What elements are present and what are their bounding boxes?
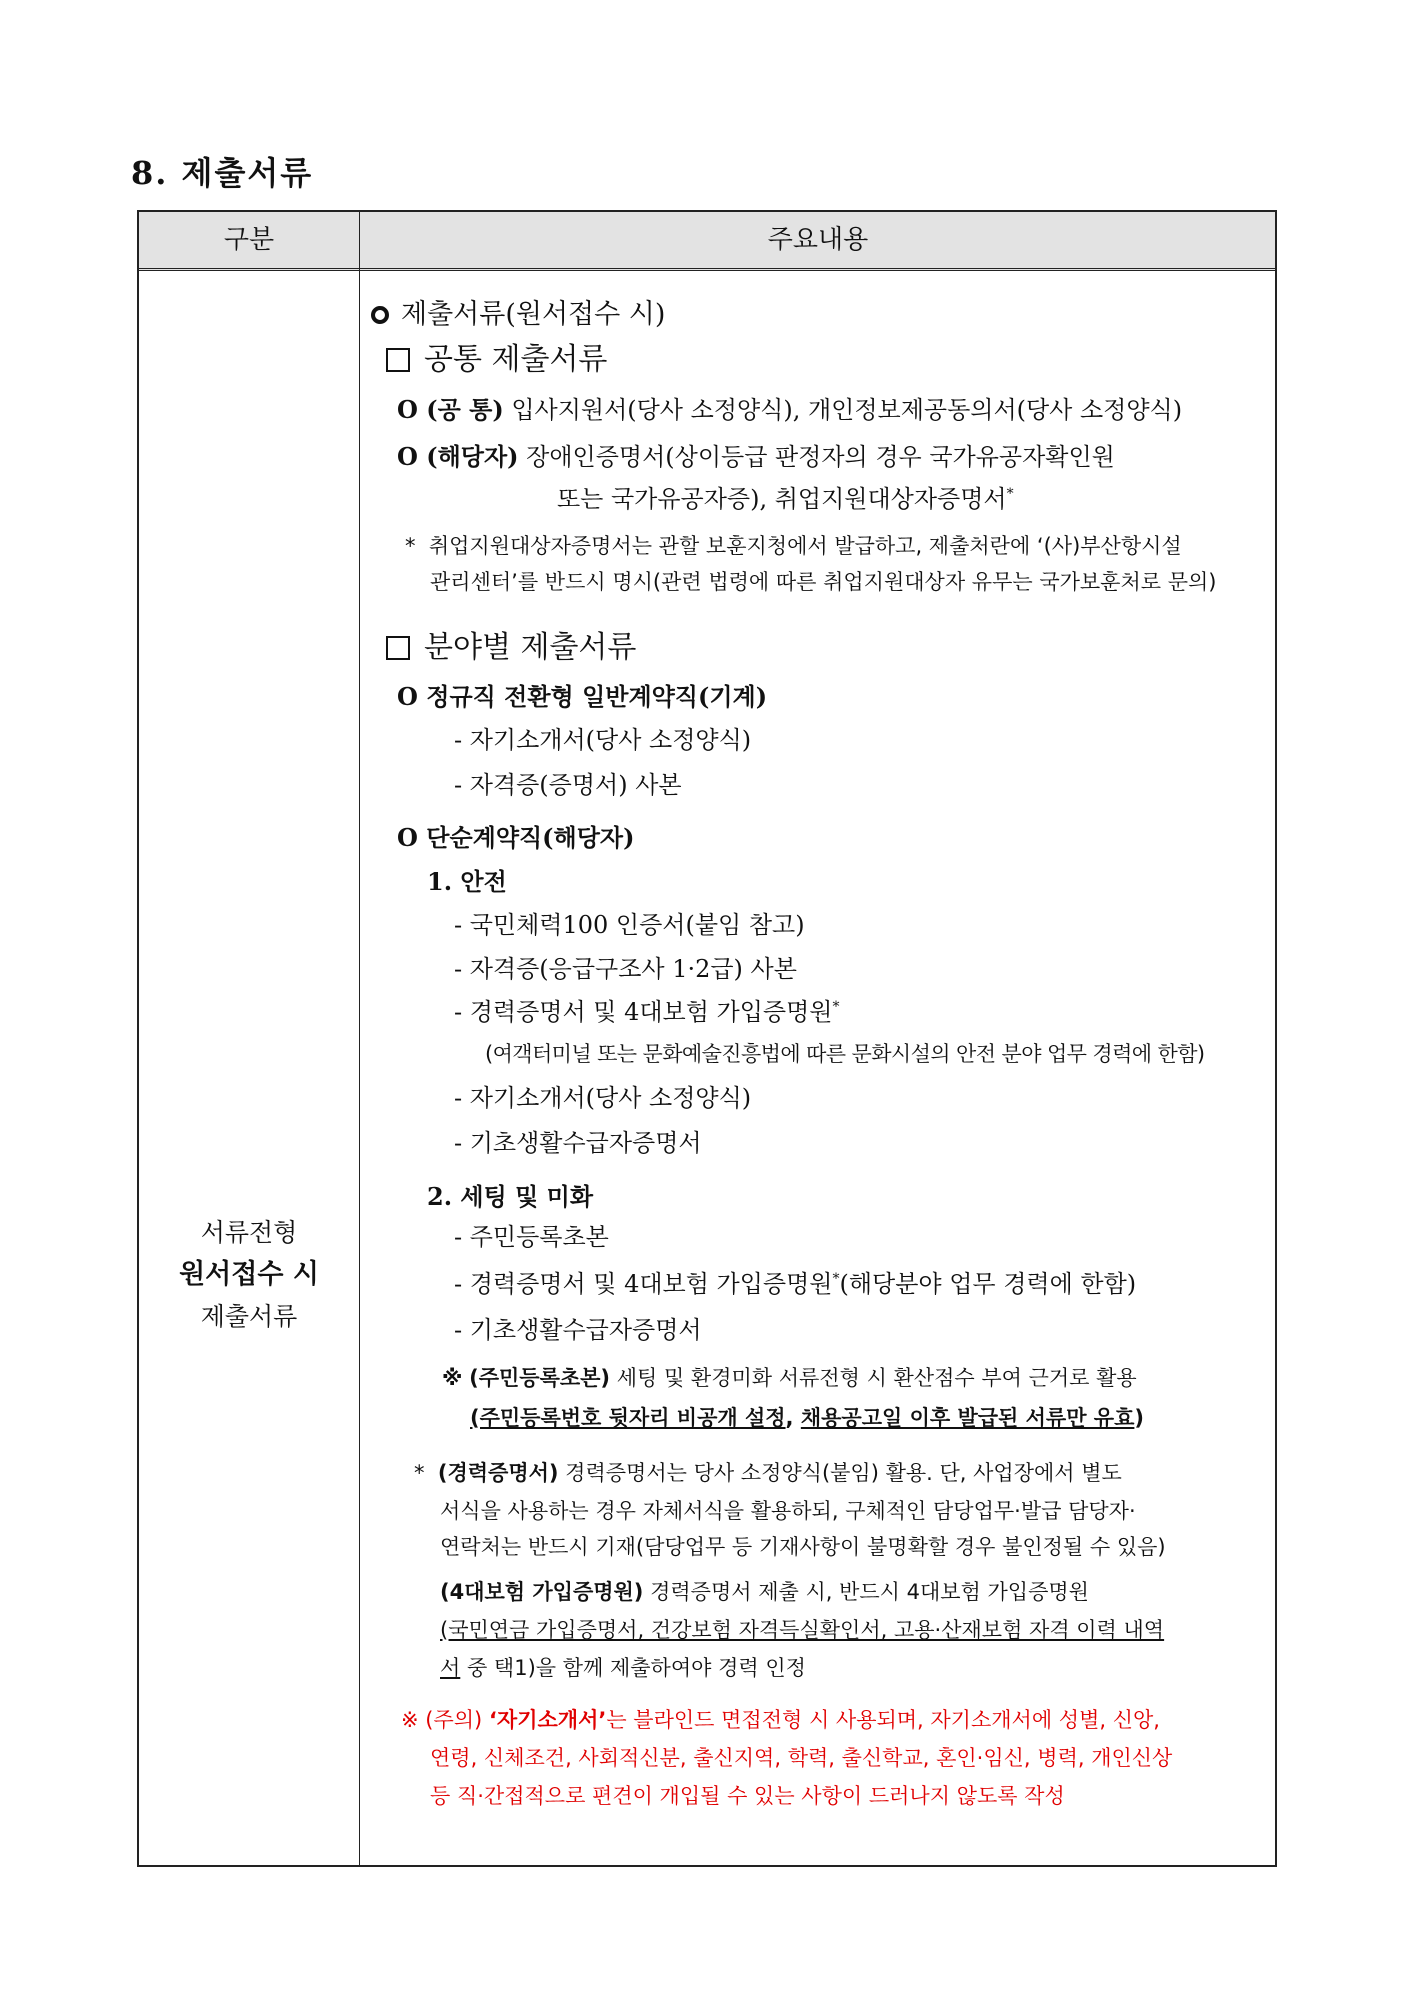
caution-line-2: 연령, 신체조건, 사회적신분, 출신지역, 학력, 출신학교, 혼인·임신, 병력, 개인신상 <box>430 1746 1173 1770</box>
regular-title: O 정규직 전환형 일반계약직(기계) <box>397 682 768 711</box>
simple-title: O 단순계약직(해당자) <box>397 823 635 852</box>
regular-item-1: - 자기소개서(당사 소정양식) <box>454 726 752 754</box>
checkbox-square-icon <box>386 636 410 660</box>
checkbox-square-icon <box>386 348 410 372</box>
table-header-row <box>139 212 1275 271</box>
safety-item-1: - 국민체력100 인증서(붙임 참고) <box>454 911 805 939</box>
setting-title: 2. 세팅 및 미화 <box>427 1182 594 1211</box>
regular-item-2: - 자격증(증명서) 사본 <box>454 771 682 799</box>
column-divider <box>359 212 360 1865</box>
category-line-2: 원서접수 시 <box>179 1259 319 1290</box>
setting-item-1: - 주민등록초본 <box>454 1223 609 1251</box>
common-heading: 공통 제출서류 <box>386 334 607 378</box>
safety-item-3-note: (여객터미널 또는 문화예술진흥법에 따른 문화시설의 안전 분야 업무 경력에 한함) <box>485 1042 1205 1066</box>
common-note-line-1: * 취업지원대상자증명서는 관할 보훈지청에서 발급하고, 제출처란에 ‘(사)부산항시설 <box>405 534 1182 558</box>
career-note-line-3: 연락처는 반드시 기재(담당업무 등 기재사항이 불명확할 경우 불인정될 수 있음) <box>440 1535 1166 1559</box>
common-item-2-cont: 또는 국가유공자증), 취업지원대상자증명서* <box>557 485 1014 513</box>
page-title: 8. 제출서류 <box>131 154 314 192</box>
career-note-line-1: * (경력증명서) 경력증명서는 당사 소정양식(붙임) 활용. 단, 사업장에서 별도 <box>414 1461 1122 1485</box>
safety-item-2: - 자격증(응급구조사 1·2급) 사본 <box>454 955 797 983</box>
category-line-1: 서류전형 <box>200 1218 298 1247</box>
caution-line-3: 등 직·간접적으로 편견이 개입될 수 있는 사항이 드러나지 않도록 작성 <box>430 1784 1065 1808</box>
safety-item-3: - 경력증명서 및 4대보험 가입증명원* <box>454 998 840 1026</box>
insurance-note-line-2: (국민연금 가입증명서, 건강보험 자격득실확인서, 고용·산재보험 자격 이력 내역 <box>440 1618 1165 1642</box>
caution-line-1: ※ (주의) ‘자기소개서’는 블라인드 면접전형 시 사용되며, 자기소개서에 성별, 신앙, <box>401 1708 1160 1732</box>
safety-title: 1. 안전 <box>427 867 507 896</box>
setting-item-2: - 경력증명서 및 4대보험 가입증명원*(해당분야 업무 경력에 한함) <box>454 1270 1137 1298</box>
field-heading: 분야별 제출서류 <box>386 622 636 666</box>
category-cell <box>139 1212 359 1338</box>
category-line-3: 제출서류 <box>200 1302 298 1331</box>
resident-note-detail: (주민등록번호 뒷자리 비공개 설정, 채용공고일 이후 발급된 서류만 유효) <box>470 1406 1144 1430</box>
section-heading: 제출서류(원서접수 시) <box>371 292 665 331</box>
resident-note: ※ (주민등록초본) 세팅 및 환경미화 서류전형 시 환산점수 부여 근거로 활용 <box>442 1366 1137 1390</box>
setting-item-3: - 기초생활수급자증명서 <box>454 1316 702 1344</box>
common-item-2: O (해당자) 장애인증명서(상이등급 판정자의 경우 국가유공자확인원 <box>397 442 1115 471</box>
insurance-note-line-1: (4대보험 가입증명원) 경력증명서 제출 시, 반드시 4대보험 가입증명원 <box>440 1580 1089 1604</box>
safety-item-5: - 기초생활수급자증명서 <box>454 1129 702 1157</box>
safety-item-4: - 자기소개서(당사 소정양식) <box>454 1084 752 1112</box>
common-note-line-2: 관리센터’를 반드시 명시(관련 법령에 따른 취업지원대상자 유무는 국가보훈처로 문의) <box>430 570 1217 594</box>
header-content: 주요내용 <box>767 225 869 255</box>
common-item-1: O (공 통) 입사지원서(당사 소정양식), 개인정보제공동의서(당사 소정양식) <box>397 395 1183 424</box>
career-note-line-2: 서식을 사용하는 경우 자체서식을 활용하되, 구체적인 담당업무·발급 담당자· <box>440 1499 1136 1523</box>
ring-bullet-icon <box>371 306 389 324</box>
insurance-note-line-3: 서 중 택1)을 함께 제출하여야 경력 인정 <box>440 1656 806 1680</box>
header-category: 구분 <box>223 225 275 255</box>
documents-table <box>137 210 1277 1867</box>
